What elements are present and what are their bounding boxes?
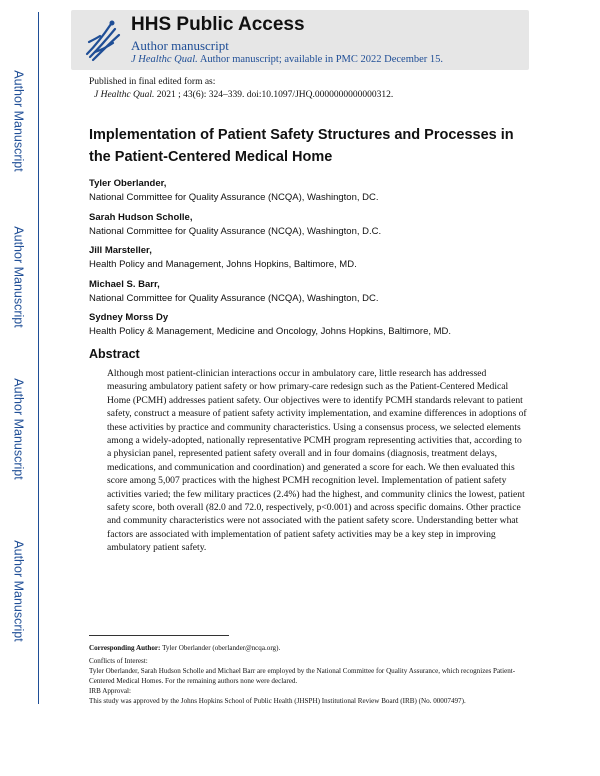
corresponding-text: Tyler Oberlander (oberlander@ncqa.org).	[160, 644, 281, 652]
author-item	[89, 244, 549, 272]
corresponding-label: Corresponding Author:	[89, 644, 161, 652]
irb-text: This study was approved by the Johns Hopkins School of Public Health (JHSPH) Institutional Review Board (IRB) (No. 00007497).	[89, 697, 466, 705]
author-item	[89, 311, 549, 339]
citation-journal: J Healthc Qual.	[94, 90, 155, 100]
side-label-4: Author Manuscript	[12, 540, 26, 642]
citation-text: 2021 ; 43(6): 324–339. doi:10.1097/JHQ.0000000000000312.	[154, 90, 394, 100]
author-name: Tyler Oberlander,	[89, 178, 167, 189]
irb-label: IRB Approval:	[89, 687, 131, 695]
side-label-3: Author Manuscript	[12, 378, 26, 480]
citation-line	[89, 89, 393, 102]
side-rule	[38, 12, 39, 704]
hhs-header	[71, 10, 529, 70]
side-label-2: Author Manuscript	[12, 226, 26, 328]
footnote-divider	[89, 635, 229, 636]
footnotes	[89, 643, 529, 706]
corresponding-author	[89, 643, 529, 653]
header-title: HHS Public Access	[131, 14, 305, 35]
author-list	[89, 177, 549, 345]
header-journal: J Healthc Qual.	[131, 54, 198, 65]
author-name: Jill Marsteller,	[89, 245, 152, 256]
author-affiliation: National Committee for Quality Assurance (NCQA), Washington, DC.	[89, 192, 379, 203]
author-affiliation: National Committee for Quality Assurance (NCQA), Washington, D.C.	[89, 225, 382, 237]
author-affiliation: Health Policy and Management, Johns Hopkins, Baltimore, MD.	[89, 259, 357, 270]
side-label-1: Author Manuscript	[12, 70, 26, 172]
author-name: Sarah Hudson Scholle,	[89, 211, 193, 223]
author-item	[89, 211, 549, 239]
author-item	[89, 177, 549, 205]
header-availability	[131, 54, 443, 65]
header-subtitle: Author manuscript	[131, 38, 229, 53]
header-availability-text: Author manuscript; available in PMC 2022 December 15.	[197, 54, 444, 65]
author-name: Sydney Morss Dy	[89, 312, 169, 323]
author-affiliation: Health Policy & Management, Medicine and Oncology, Johns Hopkins, Baltimore, MD.	[89, 326, 452, 337]
publication-line: Published in final edited form as:	[89, 77, 216, 87]
publication-info	[89, 76, 393, 102]
abstract-heading: Abstract	[89, 347, 140, 361]
conflicts-label: Conflicts of Interest:	[89, 657, 148, 665]
author-name: Michael S. Barr,	[89, 278, 160, 290]
author-affiliation: National Committee for Quality Assurance (NCQA), Washington, DC.	[89, 292, 379, 304]
hhs-eagle-logo-icon	[81, 16, 125, 64]
author-item	[89, 278, 549, 306]
conflicts-text: Tyler Oberlander, Sarah Hudson Scholle and Michael Barr are employed by the National Committee for Quality Assurance, which recognizes Patient-Centered Medical Homes. For the remaining authors none were declared.	[89, 667, 516, 685]
article-title: Implementation of Patient Safety Structures and Processes in the Patient-Centered Medical Home	[89, 127, 514, 165]
abstract-text: Although most patient-clinician interactions occur in ambulatory care, little research has addressed measuring ambulatory patient safety or how primary-care redesign such as the Patient-Centered Medical Home (PCMH) addresses patient safety. Our objectives were to identify PCMH standards relevant to patient safety, construct a measure of patient safety activity implementation, and examine differences in adoptions of these activities by practice and community characteristics. Using a consensus process, we selected elements among a widely-adopted, nationally representative PCMH program representing activities that, according to a physician panel, represented patient safety overall and in four domains (diagnosis, treatment delays, medications, and communication and coordination) and generated a score for each. We then evaluated this score among 5,007 practices with the highest PCMH recognition level. Implementation of patient safety activities varied; the few military practices (2.4%) had the highest, and community clinics the lowest, patient safety score, both overall (82.0 and 72.0, respectively, p<0.001) and across specific domains. Other practice and community characteristics were not associated with the patient safety score. Understanding better what factors are associated with implementation of patient safety activities may be a key step in improving ambulatory patient safety.	[107, 368, 527, 554]
